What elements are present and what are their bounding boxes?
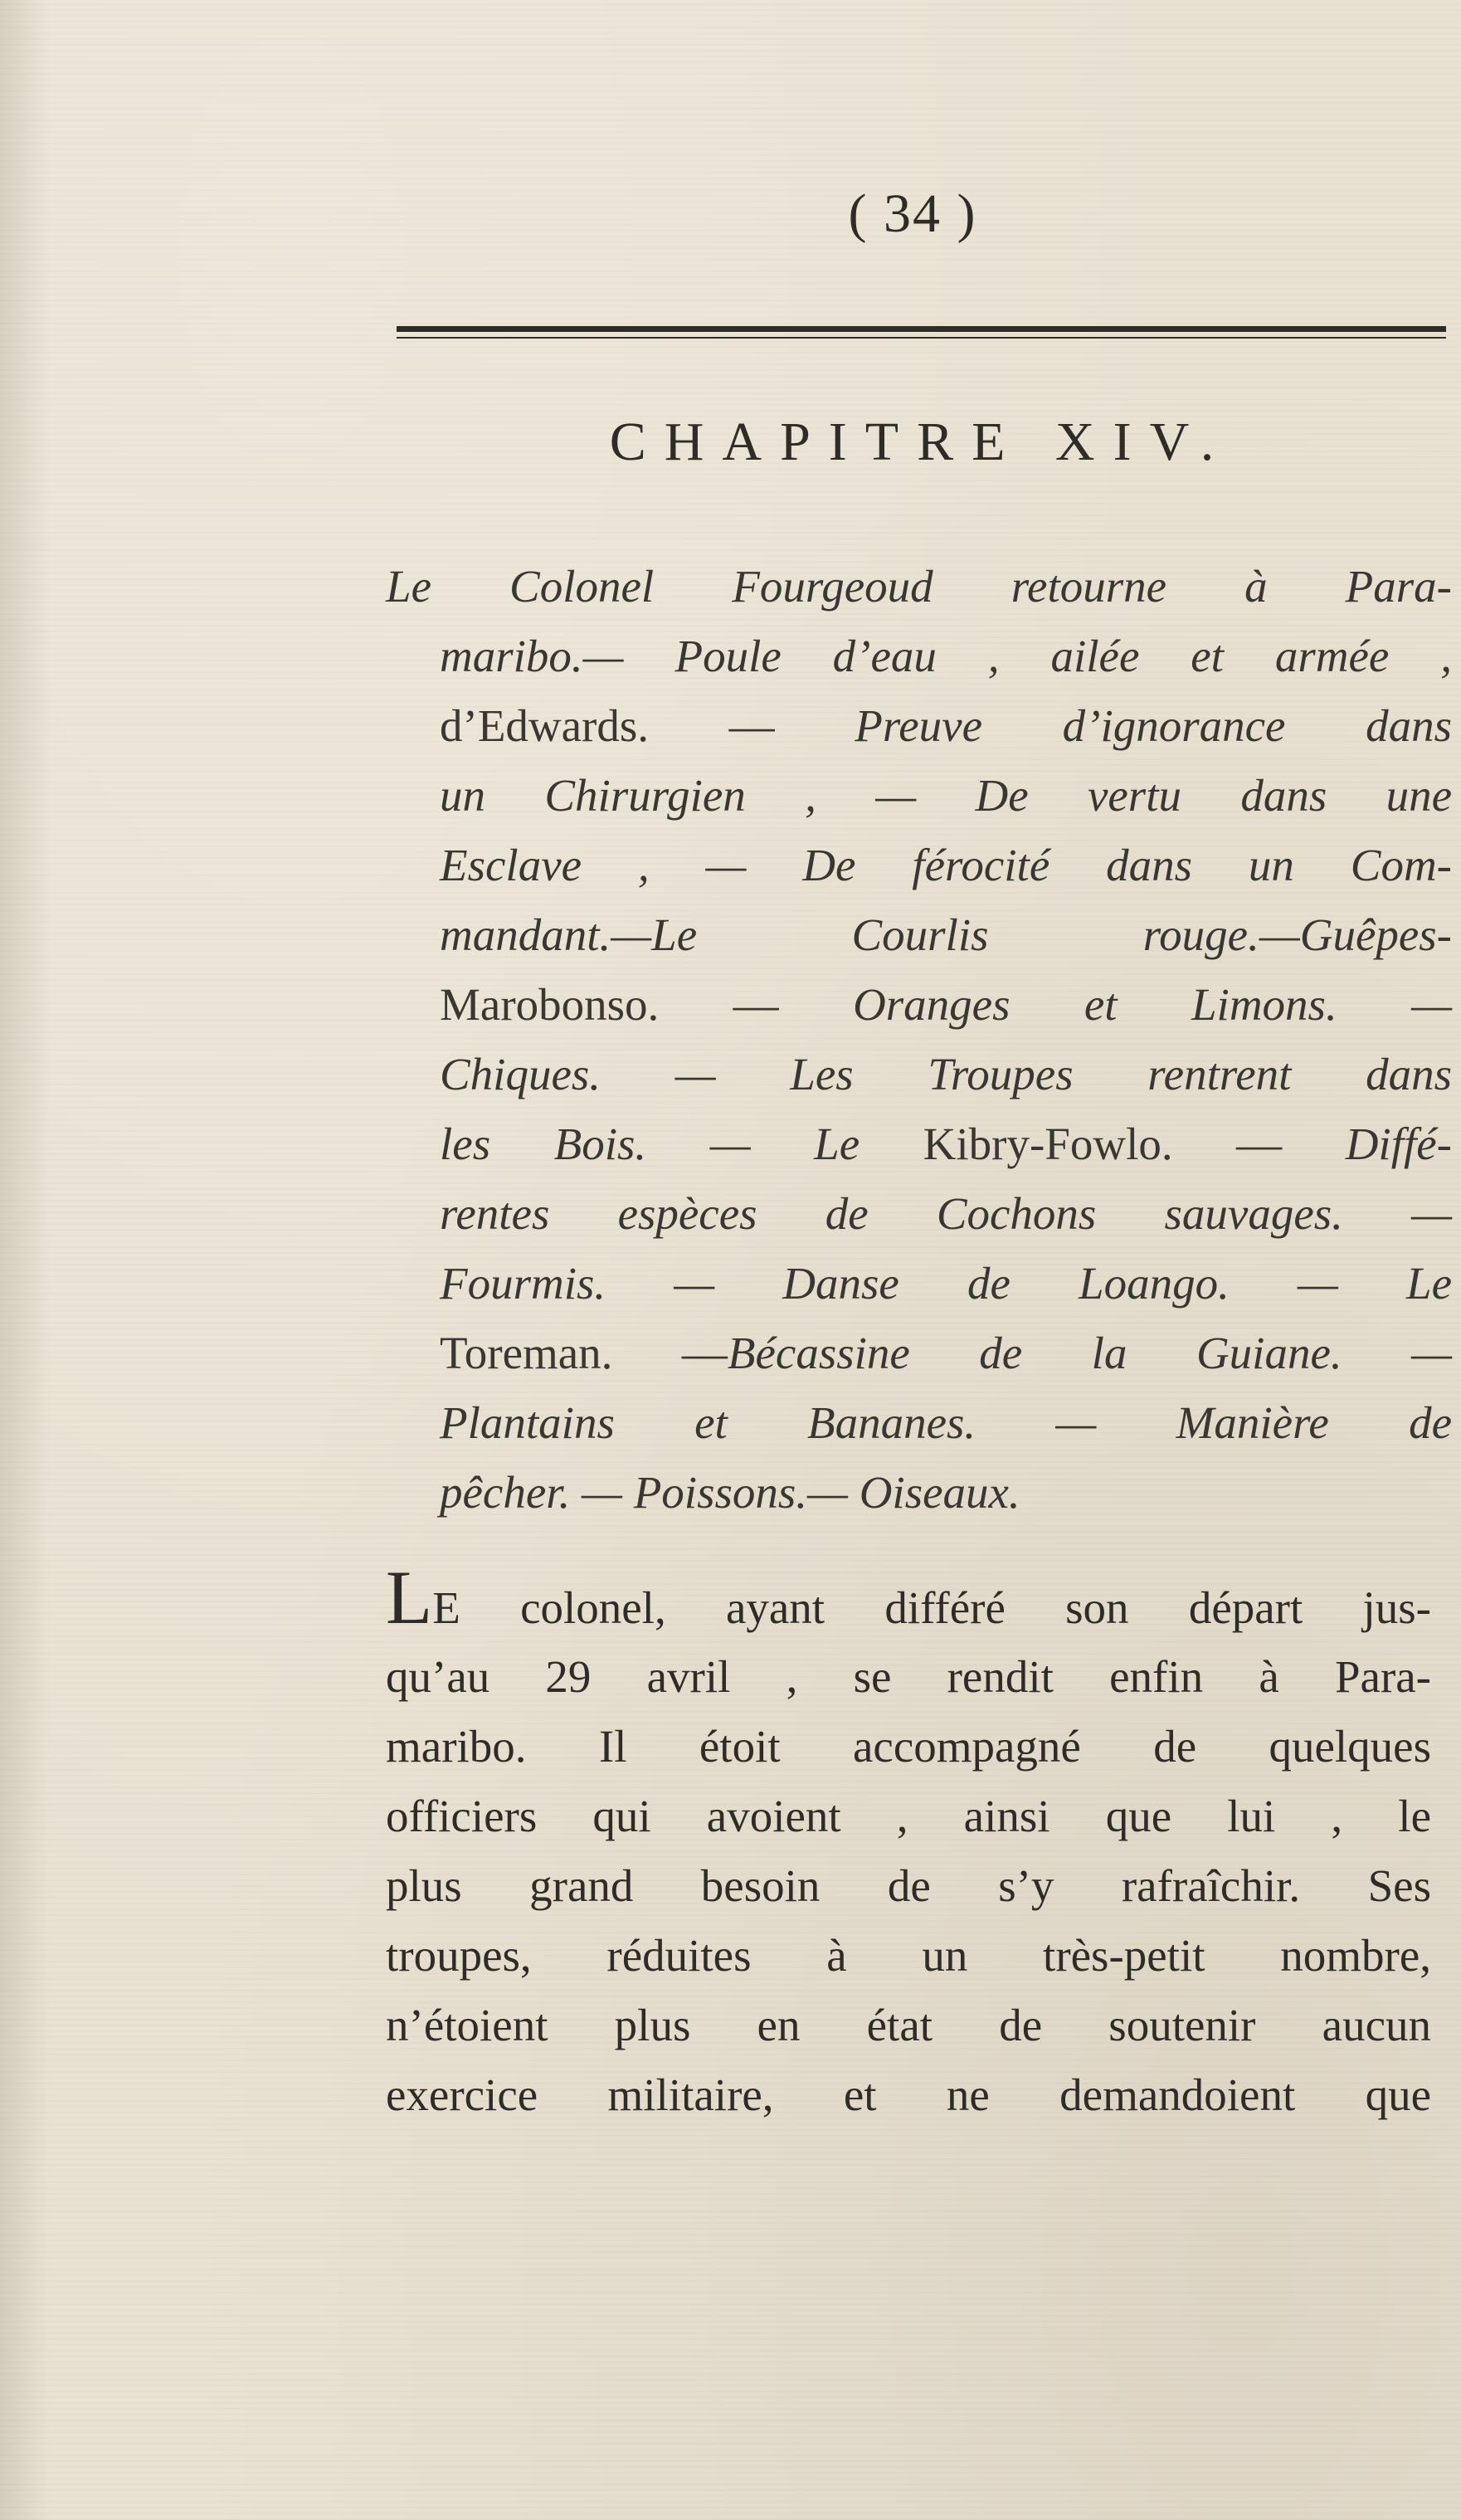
header-rule-thin [397, 337, 1446, 339]
summary-run: Kibry-Fowlo. — [923, 1119, 1346, 1169]
summary-line [386, 761, 1452, 831]
summary-run: un Chirurgien , — De vertu dans une [440, 770, 1452, 821]
chapter-summary [386, 552, 1452, 1528]
body-line: maribo. Il étoit accompagné de quelques [386, 1721, 1431, 1772]
body-first-line [386, 1555, 1431, 1642]
body-line: exercice militaire, et ne demandoient que [386, 2069, 1431, 2120]
header-rule-thick [397, 326, 1446, 332]
summary-run: les Bois. — Le [440, 1119, 923, 1169]
summary-line [386, 831, 1452, 900]
body-text [386, 1555, 1431, 2130]
summary-run: Esclave , — De férocité dans un Com- [440, 840, 1452, 890]
summary-line [386, 1249, 1452, 1318]
first-line-text: colonel, ayant différé son départ jus- [460, 1582, 1431, 1633]
summary-run: d’Edwards. — [440, 700, 855, 751]
summary-run: rentes espèces de Cochons sauvages. — [440, 1188, 1452, 1239]
body-line: troupes, réduites à un très-petit nombre, [386, 1930, 1431, 1981]
chapter-title: CHAPITRE XIV. [609, 412, 1233, 472]
summary-run: Diffé- [1345, 1119, 1452, 1169]
small-caps: E [432, 1582, 460, 1633]
body-line: plus grand besoin de s’y rafraîchir. Ses [386, 1860, 1431, 1911]
summary-line [386, 1179, 1452, 1249]
summary-line [386, 621, 1452, 691]
summary-line [386, 691, 1452, 761]
summary-run: Fourmis. — Danse de Loango. — Le [440, 1258, 1452, 1309]
summary-run: Marobonso. — [440, 979, 854, 1030]
page-spine-shadow [0, 0, 50, 2520]
summary-line [386, 970, 1452, 1040]
summary-line [386, 1109, 1452, 1179]
summary-run: Oranges et Limons. — [853, 979, 1452, 1030]
summary-line [386, 552, 1452, 621]
body-line: qu’au 29 avril , se rendit enfin à Para- [386, 1651, 1431, 1702]
summary-line [386, 900, 1452, 970]
summary-run: Plantains et Bananes. — Manière de [440, 1397, 1452, 1448]
drop-cap: L [386, 1555, 433, 1640]
page-number: ( 34 ) [848, 183, 977, 244]
body-line: n’étoient plus en état de soutenir aucun [386, 2000, 1431, 2050]
summary-run: Preuve d’ignorance dans [855, 700, 1452, 751]
summary-run: Toreman. — [440, 1328, 728, 1378]
summary-line [386, 1040, 1452, 1109]
summary-run: Chiques. — Les Troupes rentrent dans [440, 1049, 1452, 1099]
summary-run: Le Colonel Fourgeoud retourne à Para- [386, 561, 1452, 612]
summary-run: Bécassine de la Guiane. — [727, 1328, 1452, 1378]
summary-run: mandant.—Le Courlis rouge.—Guêpes- [440, 909, 1452, 960]
body-line: officiers qui avoient , ainsi que lui , le [386, 1791, 1431, 1841]
summary-run: pêcher. — Poissons.— Oiseaux. [440, 1467, 1020, 1518]
summary-line [386, 1458, 1452, 1528]
summary-run: maribo.— Poule d’eau , ailée et armée , [440, 631, 1452, 681]
summary-line [386, 1318, 1452, 1388]
summary-line [386, 1388, 1452, 1458]
